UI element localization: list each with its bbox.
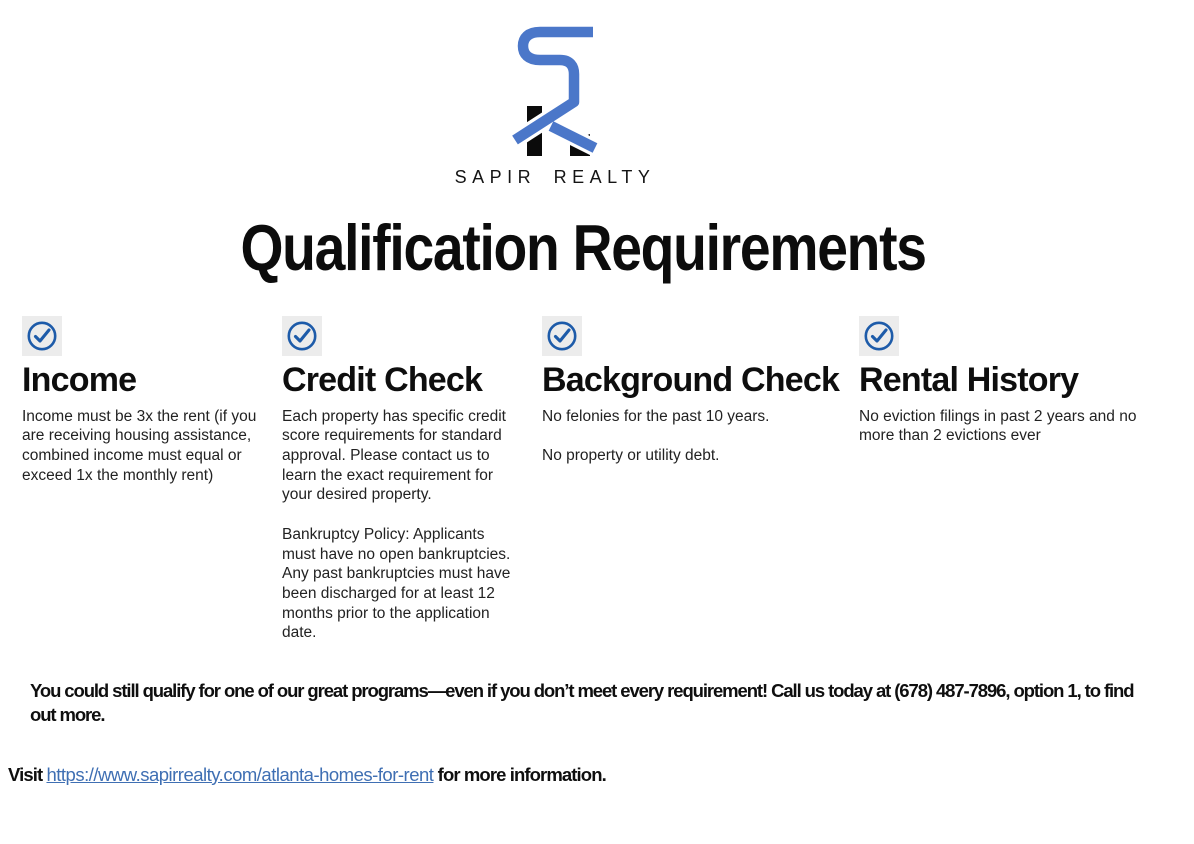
page-title-text: Qualification Requirements bbox=[240, 211, 926, 284]
column-background-check bbox=[542, 316, 840, 643]
credit-paragraph-2: Bankruptcy Policy: Applicants must have no open bankruptcies. Any past bankruptcies must have been discharged for at least 12 months prior to the application date. bbox=[282, 525, 511, 642]
footer-suffix: for more information. bbox=[433, 763, 606, 785]
check-circle-icon bbox=[542, 316, 582, 356]
column-body-rental-history bbox=[859, 407, 1172, 446]
page-title bbox=[0, 212, 1180, 284]
check-circle-icon bbox=[22, 316, 62, 356]
column-body-income bbox=[22, 407, 260, 486]
check-circle-icon bbox=[282, 316, 322, 356]
check-circle-icon bbox=[859, 316, 899, 356]
column-body-background-check bbox=[542, 407, 837, 466]
credit-paragraph-1: Each property has specific credit score requirements for standard approval. Please contact us to learn the exact requirement for your desired property. bbox=[282, 407, 506, 504]
qualification-columns bbox=[22, 316, 1172, 643]
background-paragraph-2: No property or utility debt. bbox=[542, 447, 720, 465]
footer-line bbox=[8, 764, 1194, 786]
cta-text: You could still qualify for one of our great programs—even if you don’t meet every requirement! Call us today at (678) 487-7896, option 1, to find out more. bbox=[30, 679, 1134, 726]
column-heading-rental-history: Rental History bbox=[859, 360, 1079, 399]
sapir-realty-logo-icon bbox=[510, 26, 600, 160]
column-heading-credit-check: Credit Check bbox=[282, 360, 483, 399]
background-paragraph-1: No felonies for the past 10 years. bbox=[542, 407, 770, 425]
column-heading-background-check: Background Check bbox=[542, 360, 840, 399]
column-rental-history bbox=[859, 316, 1172, 643]
column-income bbox=[22, 316, 260, 643]
rental-history-paragraph: No eviction filings in past 2 years and no more than 2 evictions ever bbox=[859, 407, 1137, 445]
column-body-credit-check bbox=[282, 407, 520, 643]
brand-wordmark: SAPIR REALTY bbox=[454, 167, 656, 187]
income-paragraph: Income must be 3x the rent (if you are receiving housing assistance, combined income must equal or exceed 1x the monthly rent) bbox=[22, 407, 257, 484]
logo-block bbox=[0, 0, 1152, 188]
sapir-realty-link[interactable]: https://www.sapirrealty.com/atlanta-homes-for-rent bbox=[46, 763, 434, 785]
footer-prefix: Visit bbox=[8, 763, 47, 785]
column-heading-income: Income bbox=[22, 360, 137, 399]
column-credit-check bbox=[282, 316, 520, 643]
